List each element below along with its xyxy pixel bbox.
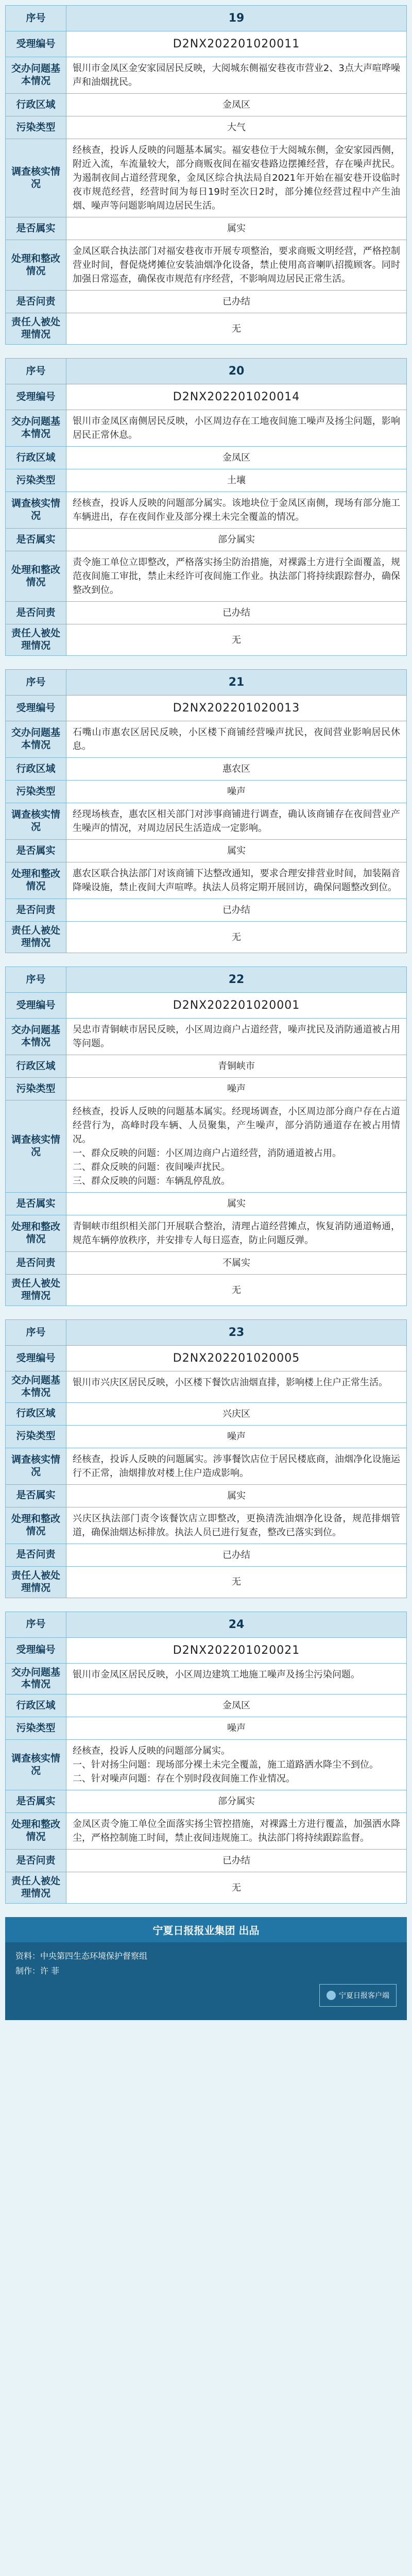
case-row-basic (6, 721, 406, 758)
row-label-pollution: 污染类型 (6, 1426, 66, 1448)
row-value-case-no: D2NX202201020005 (173, 1352, 300, 1365)
case-row-responsible (6, 1275, 406, 1306)
row-value-is-true: 属实 (227, 1490, 246, 1501)
case-row-case-no (6, 993, 406, 1019)
case-row-is-true (6, 217, 406, 240)
row-label-region: 行政区域 (6, 447, 66, 469)
row-label-is-true: 是否属实 (6, 1193, 66, 1215)
row-value-handling: 兴庆区执法部门责令该餐饮店立即整改，更换清洗油烟净化设备，规范排烟管道，确保油烟达标排放。执法人员已进行复查，整改已落实到位。 (73, 1513, 400, 1538)
row-value-is-true: 部分属实 (218, 1796, 255, 1807)
row-value-seq: 24 (66, 1612, 406, 1637)
case-row-responsible (6, 922, 406, 953)
row-value-pollution: 噪声 (227, 1083, 246, 1094)
row-value-seq: 20 (66, 359, 406, 384)
row-value-region: 兴庆区 (222, 1408, 250, 1419)
case-row-is-true (6, 529, 406, 551)
row-value-is-true: 部分属实 (218, 534, 255, 545)
row-label-case-no: 受理编号 (6, 1638, 66, 1663)
row-value-investigation: 经核查，投诉人反映的问题部分属实。该地块位于金凤区南侧，现场有部分施工车辆进出，存在夜间作业及部分裸土未完全覆盖的情况。 (73, 498, 400, 522)
row-label-basic: 交办问题基本情况 (6, 1371, 66, 1402)
footer-logo-text: 宁夏日报客户端 (339, 1992, 389, 2000)
logo-icon (327, 1991, 336, 2000)
row-value-region: 青铜峡市 (218, 1061, 255, 1072)
row-value-case-no: D2NX202201020021 (173, 1643, 300, 1657)
case-card (5, 358, 407, 656)
row-label-basic: 交办问题基本情况 (6, 721, 66, 757)
row-value-pollution: 大气 (227, 122, 246, 133)
case-row-basic (6, 57, 406, 94)
case-row-investigation (6, 492, 406, 529)
case-row-handling (6, 240, 406, 291)
case-row-investigation (6, 1448, 406, 1485)
case-row-responsible (6, 313, 406, 344)
row-label-basic: 交办问题基本情况 (6, 57, 66, 93)
case-row-case-no (6, 696, 406, 721)
case-row-pollution (6, 1426, 406, 1448)
case-row-region (6, 1055, 406, 1078)
row-value-seq: 21 (66, 670, 406, 695)
row-label-accountability: 是否问责 (6, 602, 66, 624)
row-value-case-no: D2NX202201020001 (173, 999, 300, 1012)
row-label-is-true: 是否属实 (6, 217, 66, 240)
row-value-basic: 银川市金凤区南侧居民反映，小区周边存在工地夜间施工噪声及扬尘问题，影响居民正常休息。 (73, 416, 400, 440)
case-row-region (6, 447, 406, 469)
row-label-region: 行政区域 (6, 758, 66, 780)
row-label-region: 行政区域 (6, 94, 66, 116)
row-label-basic: 交办问题基本情况 (6, 410, 66, 446)
row-value-case-no: D2NX202201020011 (173, 38, 300, 50)
row-label-pollution: 污染类型 (6, 781, 66, 803)
row-value-responsible: 无 (232, 634, 241, 646)
row-value-seq: 23 (66, 1320, 406, 1345)
row-label-case-no: 受理编号 (6, 384, 66, 410)
row-value-responsible: 无 (232, 323, 241, 334)
case-row-handling (6, 1813, 406, 1850)
case-card (5, 669, 407, 953)
row-label-seq: 序号 (6, 1612, 66, 1637)
row-value-accountability: 已办结 (222, 607, 250, 618)
row-label-investigation: 调查核实情况 (6, 1740, 66, 1790)
row-label-responsible: 责任人被处理情况 (6, 1872, 66, 1903)
row-label-handling: 处理和整改情况 (6, 240, 66, 290)
row-value-responsible: 无 (232, 1284, 241, 1296)
case-row-investigation (6, 1740, 406, 1790)
case-list (5, 5, 407, 1904)
row-value-case-no: D2NX202201020014 (173, 391, 300, 403)
row-value-responsible: 无 (232, 1577, 241, 1587)
footer (5, 1917, 407, 2020)
row-label-accountability: 是否问责 (6, 1544, 66, 1566)
case-row-pollution (6, 1717, 406, 1740)
row-value-investigation: 经核查，投诉人反映的问题基本属实。福安巷位于大阅城东侧，金安家园西侧，附近入流，车流量较大，部分商贩夜间在福安巷路边摆摊经营，存在噪声扰民。为遏制夜间占道经营现象，金凤区综合执法局自2021年开始在福安巷开设临时夜市规范经营，经营时间为每日19时至次日2时，部分摊位经营过程中产生油烟、噪声等问题影响周边居民生活。 (73, 145, 400, 211)
row-label-case-no: 受理编号 (6, 993, 66, 1018)
row-value-handling: 金凤区联合执法部门对福安巷夜市开展专项整治，要求商贩文明经营，严格控制营业时间，督促烧烤摊位安装油烟净化设备，禁止使用高音喇叭招揽顾客。同时加强日常巡查，确保夜市规范有序经营，不影响周边居民正常生活。 (73, 246, 400, 284)
row-value-handling: 金凤区责令施工单位全面落实扬尘管控措施，对裸露土方进行覆盖，加强洒水降尘，严格控制施工时间，禁止夜间违规施工。执法部门将持续跟踪监督。 (73, 1819, 400, 1843)
case-card (5, 5, 407, 345)
case-row-pollution (6, 469, 406, 492)
row-label-accountability: 是否问责 (6, 291, 66, 313)
case-card (5, 1319, 407, 1598)
row-label-investigation: 调查核实情况 (6, 1448, 66, 1484)
case-row-handling (6, 1507, 406, 1544)
row-label-is-true: 是否属实 (6, 1485, 66, 1507)
row-value-accountability: 已办结 (222, 905, 250, 916)
row-label-investigation: 调查核实情况 (6, 803, 66, 839)
case-row-pollution (6, 116, 406, 139)
row-value-is-true: 属实 (227, 845, 246, 856)
row-value-investigation: 经核查，投诉人反映的问题属实。涉事餐饮店位于居民楼底商，油烟净化设施运行不正常，油烟排放对楼上住户造成影响。 (73, 1453, 400, 1479)
case-row-accountability (6, 1544, 406, 1567)
row-label-is-true: 是否属实 (6, 529, 66, 551)
case-row-accountability (6, 899, 406, 922)
row-value-basic: 吴忠市青铜峡市居民反映，小区周边商户占道经营，噪声扰民及消防通道被占用等问题。 (73, 1024, 400, 1049)
row-value-basic: 银川市金凤区居民反映，小区周边建筑工地施工噪声及扬尘污染问题。 (73, 1669, 360, 1680)
footer-author: 制作：许 菲 (15, 1966, 60, 1976)
row-value-case-no: D2NX202201020013 (173, 702, 300, 715)
footer-brand: 宁夏日报报业集团 出品 (5, 1917, 407, 1942)
case-row-is-true (6, 1193, 406, 1215)
row-label-case-no: 受理编号 (6, 696, 66, 721)
row-value-pollution: 噪声 (227, 1723, 246, 1734)
footer-logo (319, 1984, 397, 2007)
row-label-region: 行政区域 (6, 1694, 66, 1717)
row-value-responsible: 无 (232, 1882, 241, 1893)
row-label-responsible: 责任人被处理情况 (6, 313, 66, 344)
row-value-region: 金凤区 (222, 452, 250, 463)
case-row-accountability (6, 1850, 406, 1872)
case-row-seq (6, 1612, 406, 1638)
case-row-seq (6, 670, 406, 696)
row-label-accountability: 是否问责 (6, 1252, 66, 1274)
row-label-handling: 处理和整改情况 (6, 551, 66, 601)
case-row-accountability (6, 602, 406, 624)
row-value-is-true: 属实 (227, 223, 246, 234)
row-value-is-true: 属实 (227, 1198, 246, 1209)
row-value-seq: 22 (66, 967, 406, 992)
row-value-investigation: 经核查，投诉人反映的问题部分属实。 一、针对扬尘问题：现场部分裸土未完全覆盖，施工道路洒水降尘不到位。 二、针对噪声问题：存在个别时段夜间施工作业情况。 (73, 1745, 379, 1784)
case-row-is-true (6, 840, 406, 862)
row-value-responsible: 无 (232, 931, 241, 943)
case-row-seq (6, 6, 406, 31)
row-label-investigation: 调查核实情况 (6, 1100, 66, 1192)
row-label-is-true: 是否属实 (6, 1790, 66, 1812)
row-label-pollution: 污染类型 (6, 1078, 66, 1100)
row-label-responsible: 责任人被处理情况 (6, 922, 66, 953)
case-row-pollution (6, 1078, 406, 1100)
row-label-responsible: 责任人被处理情况 (6, 1567, 66, 1598)
row-value-investigation: 经现场核查，惠农区相关部门对涉事商铺进行调查，确认该商铺存在夜间营业产生噪声的情况，对周边居民生活造成一定影响。 (73, 809, 400, 834)
case-row-handling (6, 1215, 406, 1252)
row-label-handling: 处理和整改情况 (6, 1215, 66, 1251)
row-value-investigation: 经核查，投诉人反映的问题基本属实。经现场调查，小区周边部分商户存在占道经营行为，高峰时段车辆、人员聚集，产生噪声，部分消防通道存在被占用情况。 一、群众反映的问题：小区周边商户占道经营，消防通道被占用。 二、群众反映的问题：夜间噪声扰民。 三、群众反映的问题：车辆乱停乱放。 (73, 1106, 400, 1187)
case-row-seq (6, 1320, 406, 1346)
row-label-pollution: 污染类型 (6, 116, 66, 139)
case-row-basic (6, 1019, 406, 1055)
row-label-accountability: 是否问责 (6, 899, 66, 921)
row-label-seq: 序号 (6, 6, 66, 31)
case-row-accountability (6, 1252, 406, 1275)
case-row-responsible (6, 624, 406, 655)
row-value-basic: 银川市金凤区金安家园居民反映，大阅城东侧福安巷夜市营业2、3点大声喧哗噪声和油烟扰民。 (73, 63, 400, 88)
row-value-handling: 青铜峡市组织相关部门开展联合整治，清理占道经营摊点，恢复消防通道畅通，规范车辆停放秩序，并安排专人每日巡查，防止问题反弹。 (73, 1221, 400, 1246)
row-label-handling: 处理和整改情况 (6, 1813, 66, 1849)
row-value-seq: 19 (66, 6, 406, 31)
row-label-seq: 序号 (6, 1320, 66, 1345)
row-value-accountability: 不属实 (222, 1258, 250, 1268)
case-row-investigation (6, 803, 406, 840)
row-label-handling: 处理和整改情况 (6, 862, 66, 899)
case-row-seq (6, 967, 406, 993)
row-label-case-no: 受理编号 (6, 31, 66, 57)
row-value-basic: 银川市兴庆区居民反映，小区楼下餐饮店油烟直排，影响楼上住户正常生活。 (73, 1377, 388, 1388)
case-row-responsible (6, 1872, 406, 1903)
case-row-handling (6, 551, 406, 602)
case-row-handling (6, 862, 406, 899)
row-label-seq: 序号 (6, 670, 66, 695)
row-value-pollution: 土壤 (227, 475, 246, 486)
row-label-investigation: 调查核实情况 (6, 139, 66, 217)
row-value-accountability: 已办结 (222, 296, 250, 307)
case-row-case-no (6, 384, 406, 410)
row-label-responsible: 责任人被处理情况 (6, 1275, 66, 1306)
case-row-investigation (6, 139, 406, 217)
case-row-seq (6, 359, 406, 384)
case-row-pollution (6, 781, 406, 803)
row-label-is-true: 是否属实 (6, 840, 66, 862)
case-row-region (6, 94, 406, 116)
case-row-is-true (6, 1485, 406, 1507)
row-label-basic: 交办问题基本情况 (6, 1664, 66, 1694)
case-row-region (6, 1694, 406, 1717)
row-label-region: 行政区域 (6, 1403, 66, 1425)
row-label-pollution: 污染类型 (6, 1717, 66, 1739)
row-value-accountability: 已办结 (222, 1855, 250, 1866)
row-value-region: 金凤区 (222, 1700, 250, 1711)
case-row-case-no (6, 1638, 406, 1664)
case-row-basic (6, 410, 406, 447)
case-row-investigation (6, 1100, 406, 1193)
case-row-region (6, 758, 406, 781)
row-label-basic: 交办问题基本情况 (6, 1019, 66, 1055)
row-value-pollution: 噪声 (227, 1431, 246, 1442)
row-value-pollution: 噪声 (227, 786, 246, 797)
case-row-responsible (6, 1567, 406, 1598)
case-card (5, 967, 407, 1306)
row-label-region: 行政区域 (6, 1055, 66, 1077)
row-value-handling: 惠农区联合执法部门对该商铺下达整改通知，要求合理安排营业时间，加装隔音降噪设施，禁止夜间大声喧哗。执法人员将定期开展回访，确保问题整改到位。 (73, 868, 400, 893)
case-row-basic (6, 1371, 406, 1403)
row-value-region: 金凤区 (222, 99, 250, 110)
case-card (5, 1612, 407, 1904)
case-row-case-no (6, 1346, 406, 1371)
row-label-case-no: 受理编号 (6, 1346, 66, 1371)
row-label-seq: 序号 (6, 359, 66, 384)
row-label-responsible: 责任人被处理情况 (6, 624, 66, 655)
case-row-region (6, 1403, 406, 1426)
case-row-basic (6, 1664, 406, 1695)
row-label-seq: 序号 (6, 967, 66, 992)
case-row-is-true (6, 1790, 406, 1813)
row-value-handling: 责令施工单位立即整改，严格落实扬尘防治措施，对裸露土方进行全面覆盖，规范夜间施工审批，禁止未经许可夜间施工作业。执法部门将持续跟踪督办，确保整改到位。 (73, 557, 400, 596)
row-value-basic: 石嘴山市惠农区居民反映，小区楼下商铺经营噪声扰民，夜间营业影响居民休息。 (73, 727, 400, 752)
case-row-case-no (6, 31, 406, 57)
row-value-accountability: 已办结 (222, 1549, 250, 1561)
row-label-handling: 处理和整改情况 (6, 1507, 66, 1544)
row-value-region: 惠农区 (222, 764, 250, 774)
row-label-investigation: 调查核实情况 (6, 492, 66, 528)
row-label-pollution: 污染类型 (6, 469, 66, 492)
case-row-accountability (6, 291, 406, 313)
footer-source: 资料：中央第四生态环境保护督察组 (15, 1951, 148, 1961)
row-label-accountability: 是否问责 (6, 1850, 66, 1872)
